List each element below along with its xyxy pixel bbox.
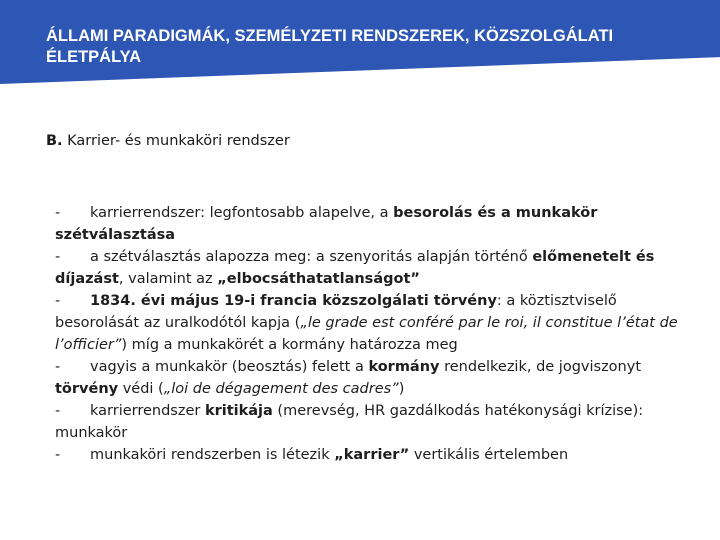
bullet-dash: - [55,359,61,375]
list-item [55,356,685,400]
list-item [55,202,685,246]
bullet-dash: - [55,293,61,309]
item-emphasis: besorolás és a munkakör szétválasztása [55,205,598,243]
section-title-text: Karrier- és munkaköri rendszer [67,133,290,149]
bullet-dash: - [55,205,61,221]
item-text: vagyis a munkakör (beosztás) felett a [90,359,369,375]
item-emphasis: kritikája [204,403,273,419]
item-emphasis: kormány [368,359,440,375]
item-text: vertikális értelemben [409,447,569,463]
item-emphasis: törvény [55,381,119,397]
bullet-list [55,202,685,466]
item-text: (merevség, HR gazdálkodás hatékonysági krízise): munkakör [55,403,644,441]
item-text: munkaköri rendszerben is létezik [90,447,335,463]
page-title: ÁLLAMI PARADIGMÁK, SZEMÉLYZETI RENDSZEREK, KÖZSZOLGÁLATI ÉLETPÁLYA [46,27,614,66]
item-text: a szétválasztás alapozza meg: a szenyoritás alapján történő [90,249,533,265]
item-text: karrierrendszer [90,403,205,419]
bullet-dash: - [55,249,61,265]
item-quote: „loi de dégagement des cadres” [163,381,399,397]
list-item [55,246,685,290]
bullet-dash: - [55,403,61,419]
list-item [55,400,685,444]
item-text: védi ( [118,381,164,397]
item-text: rendelkezik, de jogviszonyt [439,359,642,375]
item-text: : a köztisztviselő besorolását az uralkodótól kapja ( [55,293,617,331]
list-item [55,290,685,356]
item-emphasis: „karrier” [334,447,410,463]
item-text: ) [398,381,405,397]
item-emphasis: „elbocsáthatatlanságot” [217,271,420,287]
item-emphasis: előmenetelt és díjazást [55,249,655,287]
item-text: karrierrendszer: legfontosabb alapelve, a [90,205,394,221]
bullet-dash: - [55,447,61,463]
item-emphasis: 1834. évi május 19-i francia közszolgálati törvény [90,293,497,309]
item-quote: „le grade est conféré par le roi, il constitue l’état de l’officier” [55,315,678,353]
section-heading [46,133,290,149]
item-text: , valamint az [118,271,218,287]
item-text: ) míg a munkakörét a kormány határozza meg [121,337,458,353]
section-letter: B. [46,133,63,149]
list-item [55,444,685,466]
